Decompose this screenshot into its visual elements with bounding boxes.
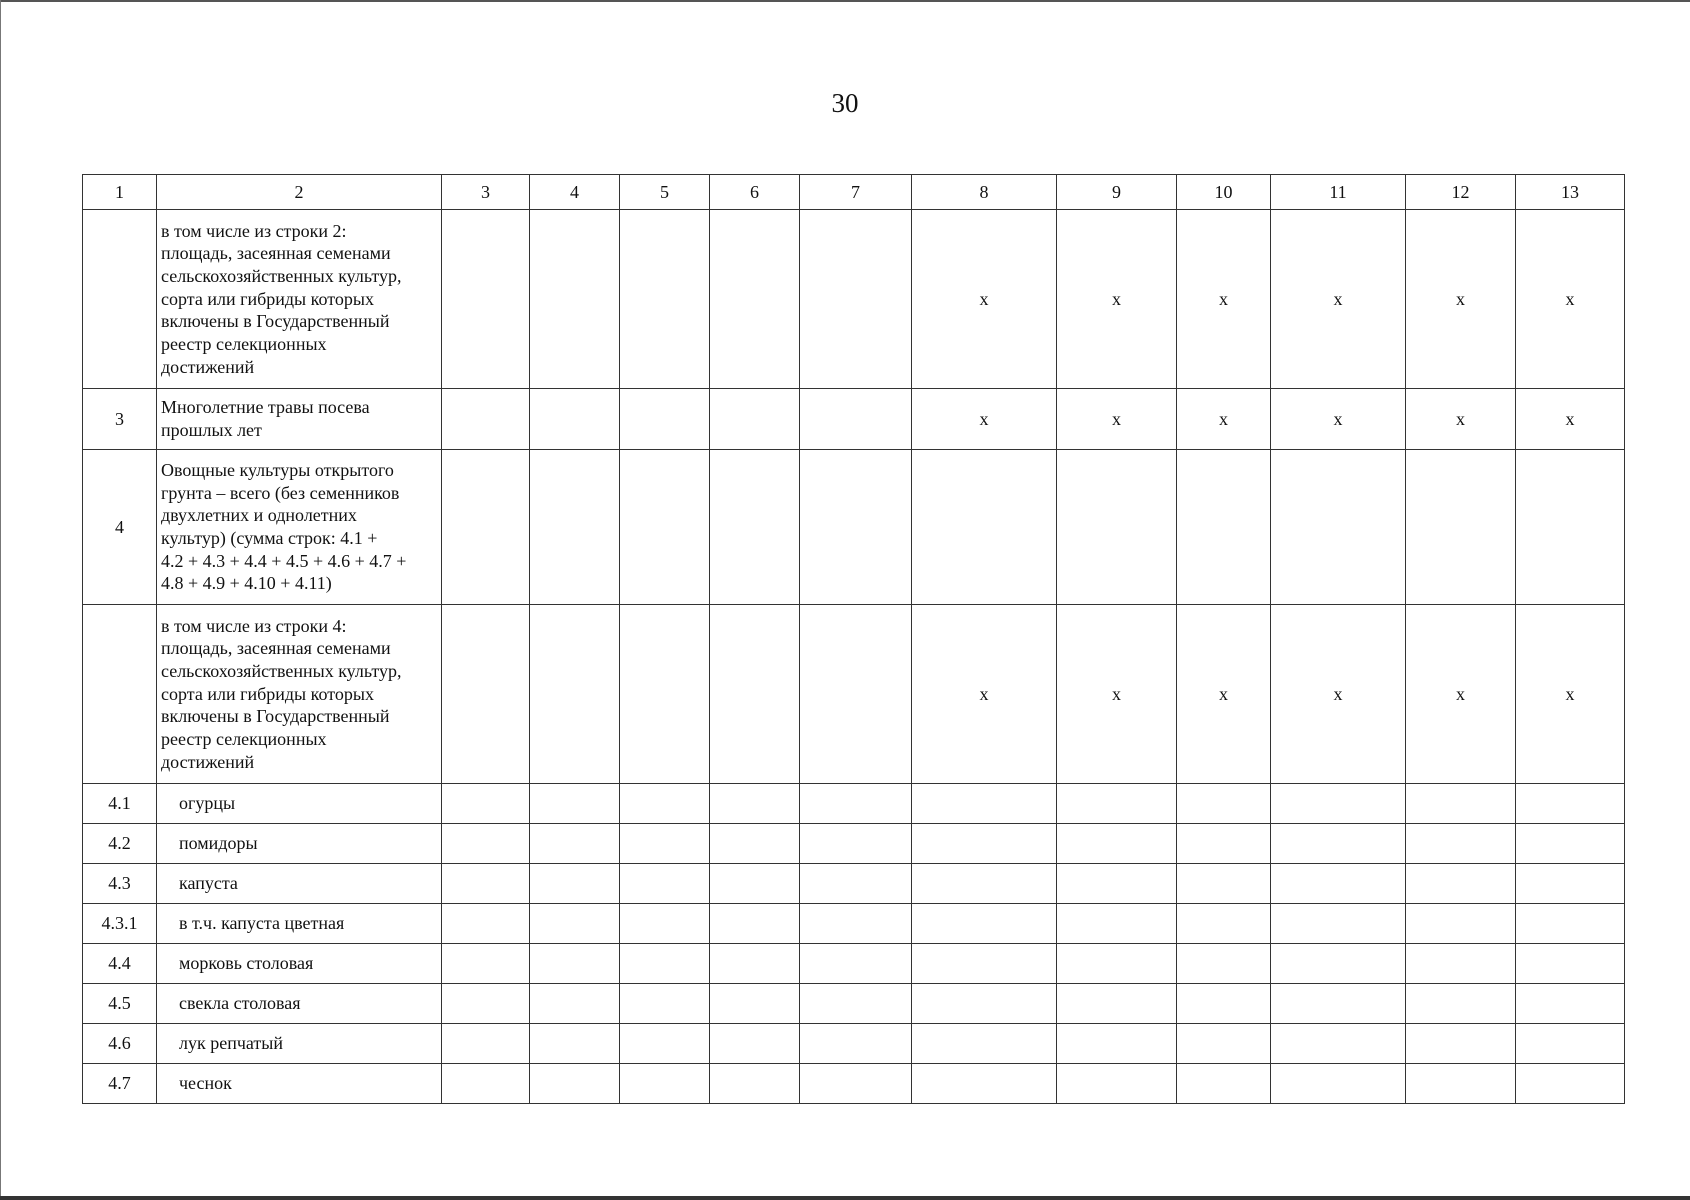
cell-col-9 [1057, 944, 1177, 984]
cell-col-11 [1271, 784, 1406, 824]
cell-col-11 [1271, 904, 1406, 944]
description-line: сорта или гибриды которых [161, 288, 374, 309]
cell-col-12 [1406, 904, 1516, 944]
cell-col-5 [620, 784, 710, 824]
row-number: 4.7 [83, 1064, 157, 1104]
cell-col-12 [1406, 784, 1516, 824]
cell-col-10: х [1177, 389, 1271, 450]
description-line: 4.2 + 4.3 + 4.4 + 4.5 + 4.6 + 4.7 + [161, 550, 407, 571]
row-description [157, 1024, 442, 1064]
cell-col-7 [800, 904, 912, 944]
cell-col-9 [1057, 904, 1177, 944]
cell-col-7 [800, 210, 912, 389]
description-line: лук репчатый [179, 1033, 284, 1054]
cell-col-5 [620, 824, 710, 864]
description-line: в том числе из строки 4: [161, 615, 347, 636]
cell-col-8 [912, 984, 1057, 1024]
cell-col-6 [710, 864, 800, 904]
cell-col-11 [1271, 1024, 1406, 1064]
cell-col-9 [1057, 784, 1177, 824]
row-number [83, 605, 157, 784]
cell-col-12 [1406, 864, 1516, 904]
cell-col-7 [800, 984, 912, 1024]
cell-col-7 [800, 864, 912, 904]
cell-col-3 [442, 984, 530, 1024]
cell-col-6 [710, 210, 800, 389]
cell-col-7 [800, 389, 912, 450]
cell-col-4 [530, 784, 620, 824]
cell-col-7 [800, 784, 912, 824]
scan-left-edge [0, 0, 1, 1200]
cell-col-5 [620, 944, 710, 984]
cell-col-10 [1177, 1024, 1271, 1064]
description-line: площадь, засеянная семенами [161, 243, 391, 264]
cell-col-8: х [912, 389, 1057, 450]
row-number: 4.6 [83, 1024, 157, 1064]
column-header-10: 10 [1177, 175, 1271, 210]
cell-col-8 [912, 1024, 1057, 1064]
table-row [83, 605, 1625, 784]
cell-col-13 [1516, 824, 1625, 864]
cell-col-7 [800, 450, 912, 605]
cell-col-10 [1177, 944, 1271, 984]
table-row [83, 210, 1625, 389]
header-row [83, 175, 1625, 210]
cell-col-9 [1057, 984, 1177, 1024]
description-line: помидоры [179, 833, 258, 854]
row-number: 4.2 [83, 824, 157, 864]
cell-col-8 [912, 824, 1057, 864]
cell-col-9 [1057, 1064, 1177, 1104]
description-line: реестр селекционных [161, 729, 327, 750]
cell-col-6 [710, 944, 800, 984]
cell-col-13 [1516, 864, 1625, 904]
cell-col-12 [1406, 1064, 1516, 1104]
cell-col-6 [710, 1024, 800, 1064]
cell-col-3 [442, 210, 530, 389]
cell-col-11 [1271, 984, 1406, 1024]
cell-col-3 [442, 904, 530, 944]
cell-col-12 [1406, 984, 1516, 1024]
cell-col-4 [530, 389, 620, 450]
cell-col-10 [1177, 904, 1271, 944]
cell-col-9 [1057, 450, 1177, 605]
row-description [157, 904, 442, 944]
row-number [83, 210, 157, 389]
cell-col-8 [912, 784, 1057, 824]
table-row [83, 864, 1625, 904]
cell-col-3 [442, 944, 530, 984]
cell-col-11 [1271, 1064, 1406, 1104]
page-number: 30 [831, 88, 859, 118]
cell-col-5 [620, 1064, 710, 1104]
cell-col-8 [912, 450, 1057, 605]
description-line: площадь, засеянная семенами [161, 638, 391, 659]
column-header-5: 5 [620, 175, 710, 210]
cell-col-5 [620, 864, 710, 904]
cell-col-12 [1406, 824, 1516, 864]
cell-col-5 [620, 389, 710, 450]
cell-col-8: х [912, 210, 1057, 389]
cell-col-10: х [1177, 210, 1271, 389]
cell-col-4 [530, 864, 620, 904]
column-header-6: 6 [710, 175, 800, 210]
cell-col-12: х [1406, 605, 1516, 784]
cell-col-6 [710, 824, 800, 864]
row-description [157, 210, 442, 389]
cell-col-13 [1516, 904, 1625, 944]
row-description [157, 824, 442, 864]
row-number: 4.3 [83, 864, 157, 904]
cell-col-4 [530, 210, 620, 389]
description-line: чеснок [179, 1073, 232, 1094]
cell-col-4 [530, 824, 620, 864]
description-line: огурцы [179, 793, 236, 814]
description-line: достижений [161, 751, 255, 772]
row-description [157, 605, 442, 784]
cell-col-4 [530, 984, 620, 1024]
cell-col-11 [1271, 450, 1406, 605]
cell-col-5 [620, 605, 710, 784]
cell-col-6 [710, 784, 800, 824]
description-line: включены в Государственный [161, 706, 390, 727]
cell-col-8: х [912, 605, 1057, 784]
cell-col-3 [442, 824, 530, 864]
cell-col-11: х [1271, 605, 1406, 784]
cell-col-11 [1271, 944, 1406, 984]
cell-col-13: х [1516, 605, 1625, 784]
description-line: в том числе из строки 2: [161, 220, 347, 241]
table-body [83, 175, 1625, 1104]
column-header-1: 1 [83, 175, 157, 210]
table-row [83, 1024, 1625, 1064]
cell-col-10 [1177, 1064, 1271, 1104]
cell-col-3 [442, 605, 530, 784]
cell-col-4 [530, 944, 620, 984]
cell-col-4 [530, 605, 620, 784]
table-row [83, 824, 1625, 864]
cell-col-9 [1057, 1024, 1177, 1064]
column-header-13: 13 [1516, 175, 1625, 210]
cell-col-3 [442, 450, 530, 605]
cell-col-6 [710, 605, 800, 784]
cell-col-6 [710, 1064, 800, 1104]
cell-col-5 [620, 1024, 710, 1064]
cell-col-3 [442, 784, 530, 824]
description-line: сельскохозяйственных культур, [161, 265, 402, 286]
table-row [83, 904, 1625, 944]
cell-col-10 [1177, 450, 1271, 605]
description-line: морковь столовая [179, 953, 314, 974]
cell-col-7 [800, 944, 912, 984]
table-row [83, 450, 1625, 605]
cell-col-13 [1516, 450, 1625, 605]
table-row [83, 1064, 1625, 1104]
cell-col-13 [1516, 1024, 1625, 1064]
cell-col-7 [800, 1024, 912, 1064]
cell-col-12 [1406, 450, 1516, 605]
cell-col-11 [1271, 864, 1406, 904]
cell-col-9: х [1057, 210, 1177, 389]
cell-col-8 [912, 1064, 1057, 1104]
cell-col-8 [912, 944, 1057, 984]
row-number: 4.4 [83, 944, 157, 984]
cell-col-3 [442, 1064, 530, 1104]
description-line: реестр селекционных [161, 334, 327, 355]
cell-col-12: х [1406, 210, 1516, 389]
cell-col-6 [710, 389, 800, 450]
cell-col-9 [1057, 824, 1177, 864]
column-header-8: 8 [912, 175, 1057, 210]
cell-col-7 [800, 605, 912, 784]
row-number: 4.3.1 [83, 904, 157, 944]
cell-col-13 [1516, 784, 1625, 824]
row-number: 4.5 [83, 984, 157, 1024]
cell-col-4 [530, 1064, 620, 1104]
description-line: культур) (сумма строк: 4.1 + [161, 528, 378, 548]
cell-col-3 [442, 864, 530, 904]
cell-col-10 [1177, 864, 1271, 904]
cell-col-12 [1406, 944, 1516, 984]
row-number: 3 [83, 389, 157, 450]
cell-col-7 [800, 1064, 912, 1104]
row-description [157, 1064, 442, 1104]
cell-col-3 [442, 1024, 530, 1064]
cell-col-13 [1516, 1064, 1625, 1104]
column-header-12: 12 [1406, 175, 1516, 210]
cell-col-6 [710, 904, 800, 944]
cell-col-11: х [1271, 210, 1406, 389]
cell-col-4 [530, 1024, 620, 1064]
column-header-3: 3 [442, 175, 530, 210]
description-line: включены в Государственный [161, 311, 390, 332]
cell-col-8 [912, 904, 1057, 944]
row-description [157, 944, 442, 984]
row-description [157, 984, 442, 1024]
table-row [83, 984, 1625, 1024]
column-header-2: 2 [157, 175, 442, 210]
scan-top-edge [0, 0, 1690, 2]
cell-col-10 [1177, 824, 1271, 864]
cell-col-9: х [1057, 605, 1177, 784]
cell-col-4 [530, 450, 620, 605]
data-table [82, 174, 1625, 1104]
cell-col-5 [620, 450, 710, 605]
cell-col-6 [710, 984, 800, 1024]
cell-col-12: х [1406, 389, 1516, 450]
cell-col-5 [620, 904, 710, 944]
cell-col-7 [800, 824, 912, 864]
row-number: 4 [83, 450, 157, 605]
description-line: прошлых лет [161, 420, 262, 440]
column-header-4: 4 [530, 175, 620, 210]
description-line: достижений [161, 356, 255, 377]
table-row [83, 389, 1625, 450]
cell-col-11: х [1271, 389, 1406, 450]
cell-col-9: х [1057, 389, 1177, 450]
description-line: сорта или гибриды которых [161, 683, 374, 704]
cell-col-13: х [1516, 389, 1625, 450]
cell-col-9 [1057, 864, 1177, 904]
row-description [157, 784, 442, 824]
row-description [157, 450, 442, 605]
cell-col-13 [1516, 944, 1625, 984]
cell-col-12 [1406, 1024, 1516, 1064]
column-header-11: 11 [1271, 175, 1406, 210]
description-line: в т.ч. капуста цветная [179, 913, 345, 934]
scan-bottom-edge [0, 1196, 1690, 1200]
description-line: 4.8 + 4.9 + 4.10 + 4.11) [161, 573, 332, 594]
description-line: сельскохозяйственных культур, [161, 660, 402, 681]
cell-col-10: х [1177, 605, 1271, 784]
cell-col-11 [1271, 824, 1406, 864]
cell-col-5 [620, 210, 710, 389]
cell-col-10 [1177, 784, 1271, 824]
description-line: грунта – всего (без семенников [161, 482, 400, 503]
description-line: Овощные культуры открытого [161, 459, 394, 480]
description-line: Многолетние травы посева [161, 397, 370, 418]
column-header-9: 9 [1057, 175, 1177, 210]
description-line: двухлетних и однолетних [161, 505, 357, 526]
cell-col-4 [530, 904, 620, 944]
cell-col-13 [1516, 984, 1625, 1024]
column-header-7: 7 [800, 175, 912, 210]
cell-col-13: х [1516, 210, 1625, 389]
row-number: 4.1 [83, 784, 157, 824]
description-line: капуста [179, 873, 238, 894]
cell-col-8 [912, 864, 1057, 904]
description-line: свекла столовая [179, 993, 301, 1014]
row-description [157, 389, 442, 450]
table-row [83, 784, 1625, 824]
row-description [157, 864, 442, 904]
table-row [83, 944, 1625, 984]
cell-col-6 [710, 450, 800, 605]
cell-col-3 [442, 389, 530, 450]
cell-col-5 [620, 984, 710, 1024]
cell-col-10 [1177, 984, 1271, 1024]
